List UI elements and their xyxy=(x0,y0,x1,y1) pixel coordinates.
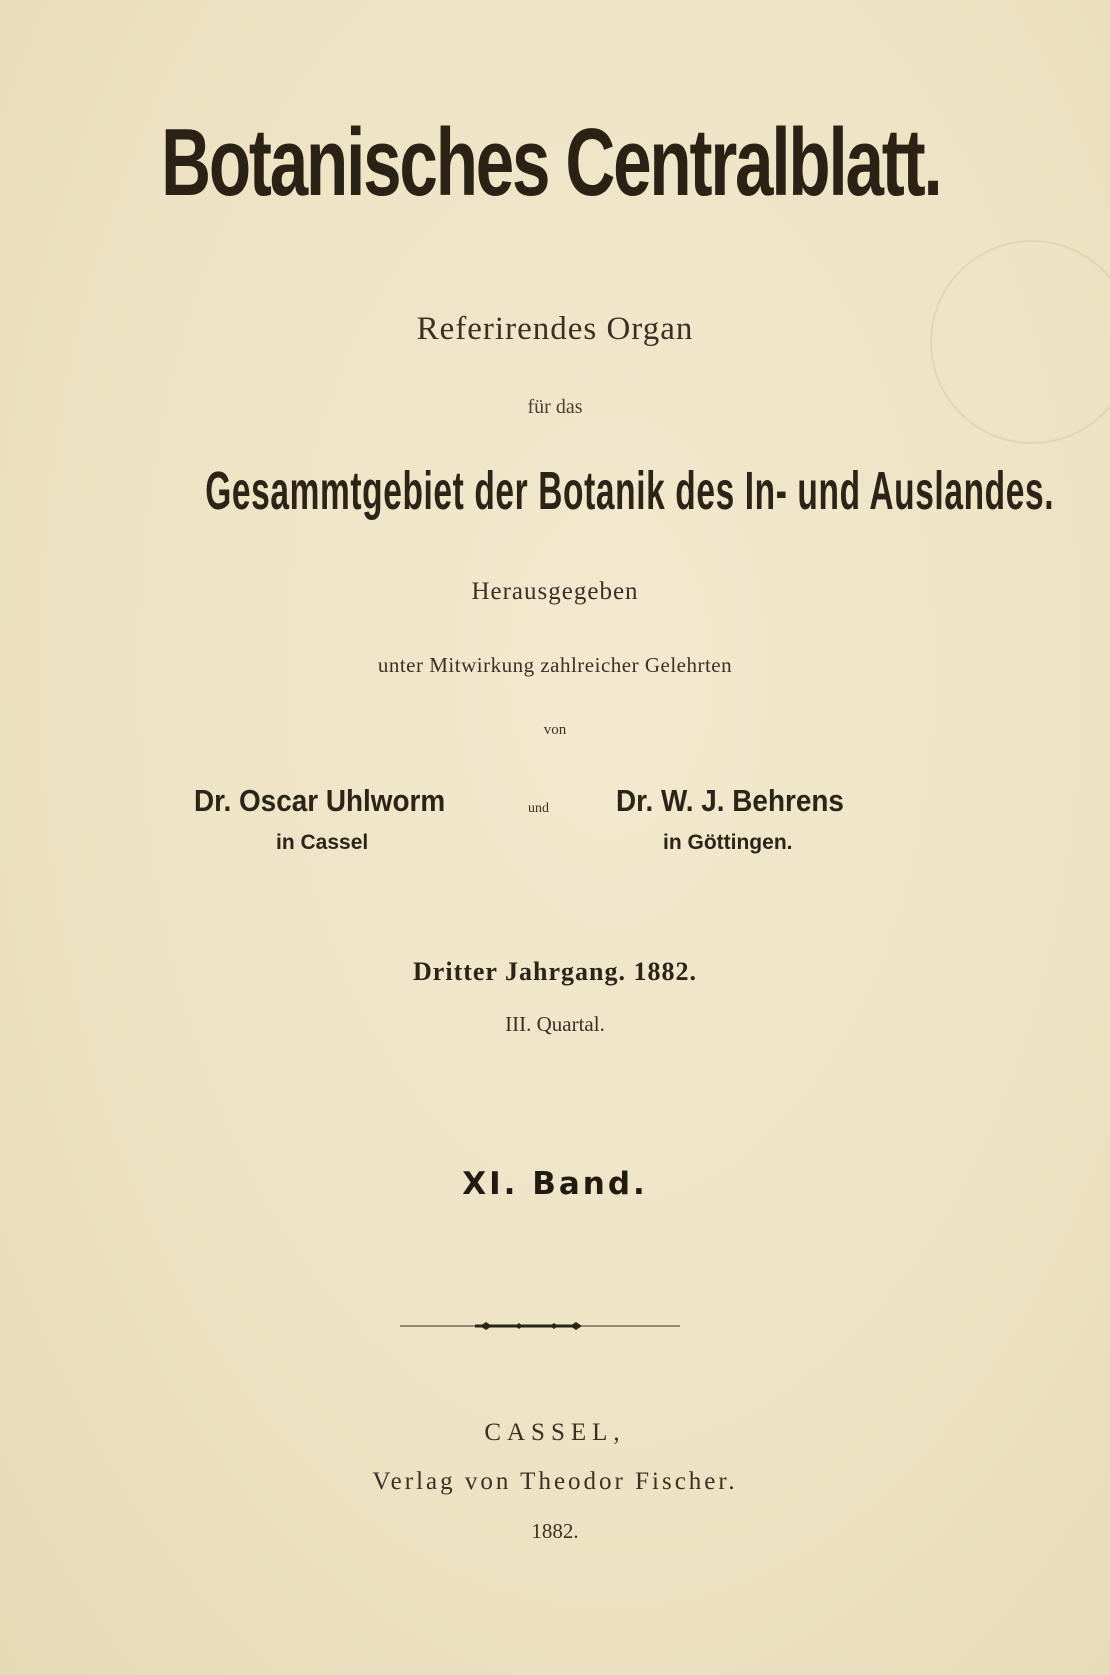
field-of-study: Gesammtgebiet der Botanik des In- und Auslandes. xyxy=(205,461,1055,521)
editor-2-location: in Göttingen. xyxy=(663,831,793,854)
imprint-publisher: Verlag von Theodor Fischer. xyxy=(372,1468,738,1495)
editor-2-name: Dr. W. J. Behrens xyxy=(616,783,844,818)
editor-1-location: in Cassel xyxy=(276,831,369,854)
mitwirkung-text: unter Mitwirkung zahlreicher Gelehrten xyxy=(377,653,733,677)
journal-title: Botanisches Centralblatt. xyxy=(161,109,941,216)
imprint-year: 1882. xyxy=(531,1519,579,1543)
jahrgang-text: Dritter Jahrgang. 1882. xyxy=(413,957,697,986)
herausgegeben-text: Herausgegeben xyxy=(471,578,639,605)
editor-1-name: Dr. Oscar Uhlworm xyxy=(194,783,446,818)
und-text: und xyxy=(528,801,549,816)
ornament-divider xyxy=(400,1320,680,1332)
subtitle: Referirendes Organ xyxy=(416,311,694,347)
volume-text: XI. Band. xyxy=(462,1166,648,1202)
von-text: von xyxy=(543,722,567,738)
fuer-das-text: für das xyxy=(527,396,583,418)
imprint-city: CASSEL, xyxy=(484,1419,626,1446)
quartal-text: III. Quartal. xyxy=(505,1012,605,1036)
